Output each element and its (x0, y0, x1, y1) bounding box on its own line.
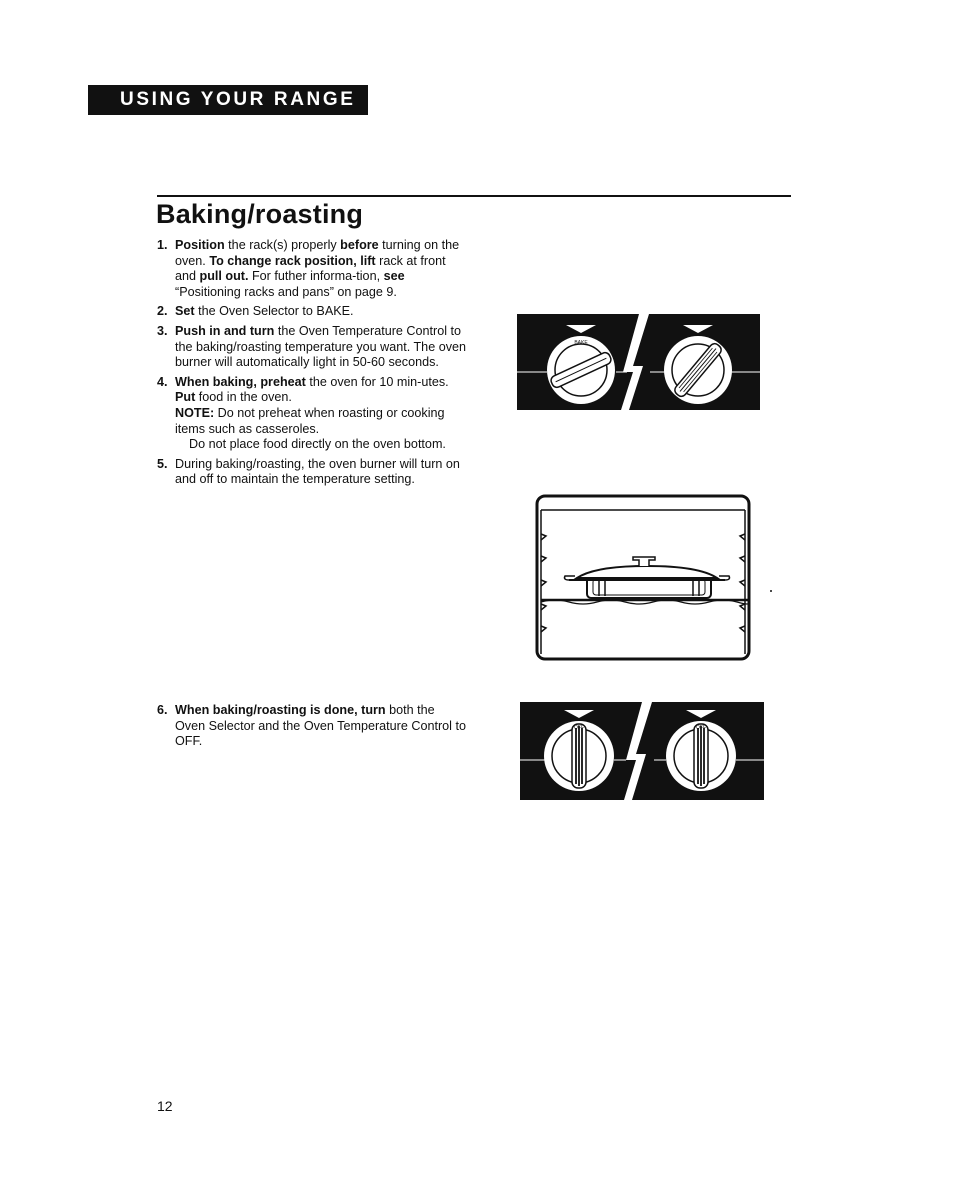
step-keyword: When baking/roasting is done, turn (175, 703, 386, 717)
step-6 (157, 703, 467, 754)
section-header (88, 85, 368, 115)
step-keyword: pull out. (199, 269, 249, 284)
note-label: NOTE: (175, 405, 215, 420)
step-3 (157, 324, 467, 371)
step-number: 4. (157, 374, 168, 389)
step-number: 1. (157, 238, 168, 252)
step-text: For futher informa-tion, (248, 269, 384, 284)
step-keyword: To change rack position, lift (209, 253, 376, 268)
step-text: During baking/roasting, the oven burner will turn on and off to maintain the temperature setting. (175, 456, 460, 487)
step-number: 3. (157, 323, 168, 338)
step-text: the rack(s) properly (224, 238, 341, 252)
step-body (175, 703, 467, 750)
step-keyword: When baking, preheat (175, 374, 306, 389)
section-header-text: USING YOUR RANGE (120, 89, 356, 110)
step-number: 2. (157, 304, 168, 319)
step-4 (157, 375, 467, 453)
step-keyword: Position (175, 238, 225, 252)
step-keyword: before (340, 238, 379, 252)
step-text: the oven for 10 min-utes. (305, 374, 449, 389)
step-body (175, 238, 467, 300)
note-text: Do not preheat when roasting or cooking items such as casseroles. (175, 405, 445, 436)
step-keyword: Put (175, 390, 196, 405)
title-rule (157, 195, 791, 197)
step-number: 6. (157, 703, 168, 717)
knob-label-off-left: OFF (574, 725, 584, 731)
step-6-row (157, 703, 467, 750)
step-text: turning on the oven. (175, 238, 460, 268)
step-text: the Oven Temperature Control to the baking/roasting temperature you want. The oven burner will automatically light in 50-60 seconds. (175, 323, 467, 370)
oven-knobs-bake-illustration (517, 314, 760, 410)
step-5 (157, 457, 467, 488)
step-keyword: Push in and turn (175, 323, 275, 338)
knob-label-off-right: OFF (696, 725, 706, 731)
step-text: rack at front and (175, 253, 446, 284)
step-1 (157, 238, 467, 300)
step-keyword: see (383, 269, 405, 284)
knob-label-bake: BAKE (574, 340, 588, 346)
step-text: food in the oven. (195, 390, 292, 405)
oven-knobs-off-illustration (520, 702, 764, 800)
page-number: 12 (157, 1098, 173, 1114)
instruction-list (157, 238, 467, 492)
step-2 (157, 304, 467, 320)
step-body (175, 375, 467, 453)
note-text-2: Do not place food directly on the oven bottom. (189, 437, 446, 452)
step-body (175, 304, 467, 320)
step-body (175, 324, 467, 371)
step-text: “Positioning racks and pans” on page 9. (175, 284, 397, 299)
step-keyword: Set (175, 304, 195, 319)
step-number: 5. (157, 456, 168, 471)
page-title: Baking/roasting (156, 199, 364, 229)
step-body (175, 457, 467, 488)
step-text: both the Oven Selector and the Oven Temperature Control to OFF. (175, 703, 466, 749)
step-text: the Oven Selector to BAKE. (194, 304, 354, 319)
oven-interior-illustration (535, 494, 775, 662)
